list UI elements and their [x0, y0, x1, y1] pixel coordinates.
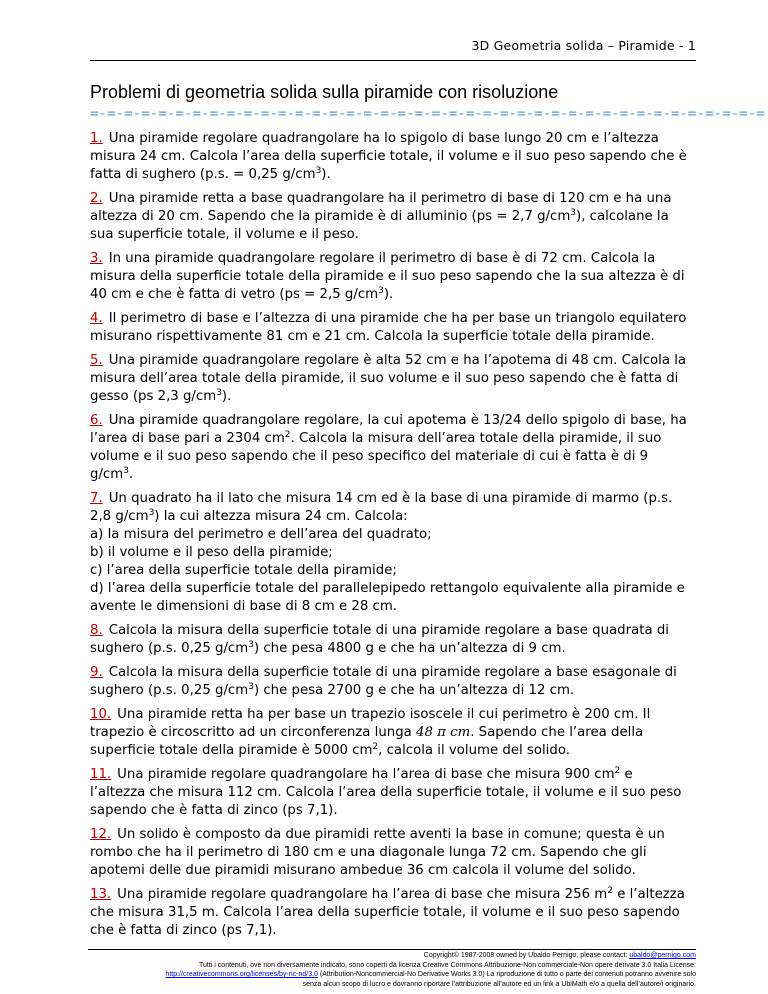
- problem-text: Una piramide retta a base quadrangolare ha il perimetro di base di 120 cm e ha una altezza di 20 cm. Sapendo che la piramide è di alluminio (ps = 2,7 $g/cm^3$), calcolane la sua superficie totale, il volume e il peso.: [90, 191, 672, 242]
- problem-number: 1.: [90, 131, 103, 146]
- problem-number: 11.: [90, 767, 112, 782]
- problem-number: 8.: [90, 623, 103, 638]
- problem-number: 12.: [90, 827, 112, 842]
- problem-6: [90, 412, 690, 484]
- problem-12: [90, 826, 690, 880]
- problem-5: [90, 352, 690, 406]
- problem-9: [90, 664, 690, 700]
- page-header: 3D Geometria solida – Piramide - 1: [90, 38, 696, 61]
- problem-4: [90, 310, 690, 346]
- problem-list: [90, 130, 690, 946]
- problem-13: [90, 886, 690, 940]
- problem-number: 10.: [90, 707, 112, 722]
- problem-7: [90, 490, 690, 616]
- problem-number: 5.: [90, 353, 103, 368]
- problem-2: [90, 190, 690, 244]
- footer-license-text: Tutti i contenuti, ove non diversamente indicato, sono coperti da licenza Creative Commons Attribuzione-Non commerciale-Non opere derivate 3.0 Italia License:: [199, 961, 696, 969]
- problem-10: [90, 706, 690, 760]
- page-footer: [88, 949, 696, 989]
- problem-text: Il perimetro di base e l’altezza di una piramide che ha per base un triangolo equilatero misurano rispettivamente 81 cm e 21 cm. Calcola la superficie totale della piramide.: [90, 311, 687, 344]
- problem-text: Una piramide regolare quadrangolare ha l’area di base che misura 256 $m^2$ e l’altezza che misura 31,5 m. Calcola l’area della superficie totale, il volume e il suo peso sapendo che è fatta di zinco (ps 7,1).: [90, 886, 685, 938]
- footer-copyright: Copyright© 1987-2008 owned by Ubaldo Pernigo, please contact:: [423, 952, 630, 959]
- problem-number: 2.: [90, 191, 103, 206]
- problem-number: 3.: [90, 251, 103, 266]
- problem-text: Una piramide quadrangolare regolare è alta 52 cm e ha l’apotema di 48 cm. Calcola la misura dell’area totale della piramide, il suo volume e il suo peso sapendo che è fatta di gesso (ps 2,3 $g/cm^3$).: [90, 353, 687, 404]
- problem-text: Calcola la misura della superficie totale di una piramide regolare a base quadrata di sughero (p.s. 0,25 $g/cm^3$) che pesa 4800 g e che ha un’altezza di 9 cm.: [90, 623, 669, 656]
- problem-text: In una piramide quadrangolare regolare il perimetro di base è di 72 cm. Calcola la misura della superficie totale della piramide e il suo peso sapendo che la sua altezza è di 40 cm e che è fatta di vetro (ps = 2,5 $g/cm^3$).: [90, 251, 685, 302]
- formula: 48 π cm: [416, 725, 471, 740]
- footer-license-link[interactable]: http://creativecommons.org/licenses/by-nc-nd/3.0: [165, 971, 318, 978]
- footer-attribution: senza alcun scopo di lucro e dovranno riportare l’attribuzione all’autore ed un link a UbiMath e/o a quella dell’autore/i originario.: [302, 980, 696, 988]
- problem-text: Calcola la misura della superficie totale di una piramide regolare a base esagonale di sughero (p.s. 0,25 $g/cm^3$) che pesa 2700 g e che ha un’altezza di 12 cm.: [90, 665, 677, 698]
- footer-license-note: (Attribution-Noncommercial-No Derivative Works 3.0) La riproduzione di tutto o parte dei contenuti potranno avvenire solo: [317, 971, 696, 978]
- footer-email-link[interactable]: ubaldo@pernigo.com: [629, 952, 696, 959]
- problem-3: [90, 250, 690, 304]
- problem-text: Una piramide quadrangolare regolare, la cui apotema è 13/24 dello spigolo di base, ha l’area di base pari a 2304 $cm^2$. Calcola la misura dell’area totale della piramide, il suo volume e il suo peso sapendo che il peso specifico del materiale di cui è fatta è di 9 $g/cm^3$.: [90, 413, 687, 482]
- problem-number: 9.: [90, 665, 103, 680]
- problem-number: 6.: [90, 413, 103, 428]
- problem-number: 7.: [90, 491, 103, 506]
- problem-number: 13.: [90, 887, 112, 902]
- problem-text: Una piramide regolare quadrangolare ha lo spigolo di base lungo 20 cm e l’altezza misura 24 cm. Calcola l’area della superficie totale, il volume e il suo peso sapendo che è fatta di sughero (p.s. = 0,25 $g/cm^3$).: [90, 131, 687, 182]
- separator-line: =-=-=-=-=-=-=-=-=-=-=-=-=-=-=-=-=-=-=-=-=-=-=-=-=-=-=-=-=-=-=-=-=-=-=-=-=-=-=-=: [90, 106, 765, 122]
- problem-11: [90, 766, 690, 820]
- page-title: Problemi di geometria solida sulla piramide con risoluzione: [90, 82, 559, 102]
- problem-text: Un solido è composto da due piramidi rette aventi la base in comune; questa è un rombo che ha il perimetro di 180 cm e una diagonale lunga 72 cm. Sapendo che gli apotemi delle due piramidi misurano ambedue 36 cm calcola il volume del solido.: [90, 827, 665, 878]
- problem-1: [90, 130, 690, 184]
- problem-text: Una piramide retta ha per base un trapezio isoscele il cui perimetro è 200 cm. Il trapezio è circoscritto ad un circonferenza lunga 48 π cm. Sapendo che l’area della superficie totale della piramide è 5000 $cm^2$, calcola il volume del solido.: [90, 707, 651, 758]
- problem-text: Un quadrato ha il lato che misura 14 cm ed è la base di una piramide di marmo (p.s. 2,8 $g/cm^3$) la cui altezza misura 24 cm. Calcola: a) la misura del perimetro e dell’area del quadrato; b) il volume e il peso della piramide; c) l’area della superficie totale della piramide; d) l’area della superficie totale del parallelepipedo rettangolo equivalente alla piramide e avente le dimensioni di base di 8 cm e 28 cm.: [90, 491, 685, 614]
- problem-8: [90, 622, 690, 658]
- problem-text: Una piramide regolare quadrangolare ha l’area di base che misura 900 $cm^2$ e l’altezza che misura 112 cm. Calcola l’area della superficie totale, il volume e il suo peso sapendo che è fatta di zinco (ps 7,1).: [90, 766, 682, 818]
- problem-number: 4.: [90, 311, 103, 326]
